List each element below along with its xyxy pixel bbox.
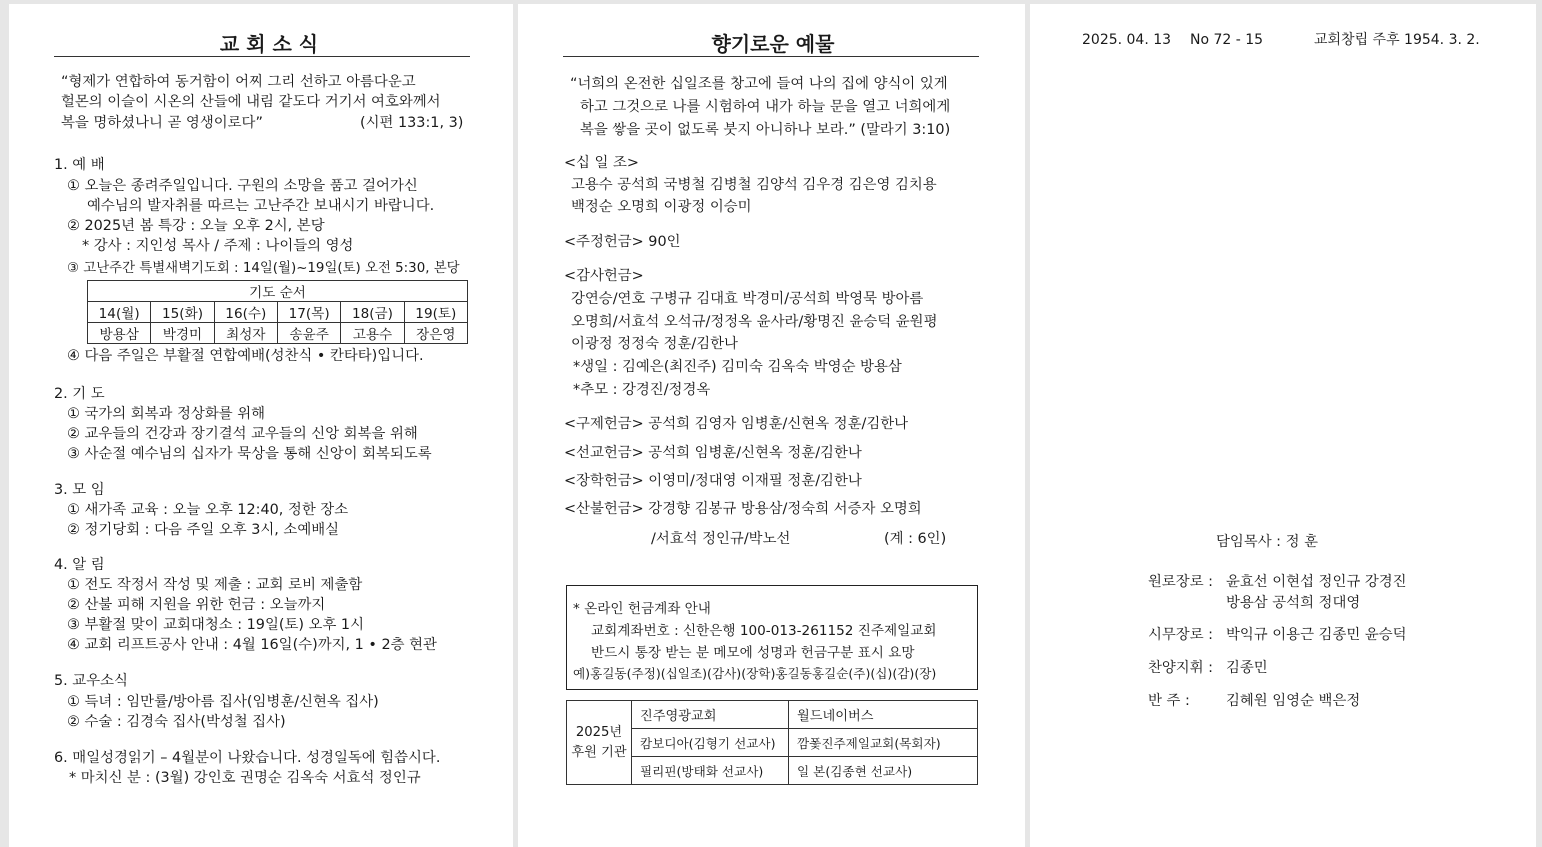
sponsor-year: 2025년 <box>575 724 623 740</box>
bank-account-info: 교회계좌번호 : 신한은행 100-013-261152 진주제일교회 <box>591 623 937 639</box>
section-heading-worship: 1. 예 배 <box>54 157 105 173</box>
thanks-offering-names: 강연승/연호 구병규 김대효 박경미/공석희 박영묵 방아름 <box>571 291 924 307</box>
prayer-leader: 최성자 <box>214 323 277 344</box>
notice-item: ① 전도 작정서 작성 및 제출 : 교회 로비 제출함 <box>67 577 363 593</box>
wildfire-offering: /서효석 정인규/박노선 <box>651 531 791 547</box>
thanks-offering-names: 이광정 정정숙 정훈/김한나 <box>571 336 738 352</box>
birthday-offering: *생일 : 김예은(최진주) 김미숙 김옥숙 박영순 방용삼 <box>573 359 902 375</box>
emeritus-elders-label: 원로장로 : <box>1148 574 1214 590</box>
verse-line: “너희의 온전한 십일조를 창고에 들여 나의 집에 양식이 있게 <box>570 76 948 92</box>
prayer-table-caption: 기도 순서 <box>88 281 468 302</box>
prayer-leader: 고용수 <box>341 323 404 344</box>
church-news-page <box>9 4 513 847</box>
verse-line: 복을 쌓을 곳이 없도록 붓지 아니하나 보라.” (말라기 3:10) <box>580 122 951 138</box>
prayer-item: ② 교우들의 건강과 장기결석 교우들의 신앙 회복을 위해 <box>67 426 418 442</box>
verse-line: “형제가 연합하여 동거함이 어찌 그리 선하고 아름다운고 <box>61 74 416 90</box>
choir-director-label: 찬양지휘 : <box>1148 660 1214 676</box>
emeritus-elders: 윤효선 이현섭 정인규 강경진 <box>1226 574 1407 590</box>
sponsor-item: 월드네이버스 <box>789 701 978 729</box>
prayer-day: 17(목) <box>277 302 340 323</box>
memorial-offering: *추모 : 강경진/정경옥 <box>573 382 711 398</box>
prayer-leader: 박경미 <box>151 323 214 344</box>
relief-offering: <구제헌금> 공석희 김영자 임병훈/신현옥 정훈/김한나 <box>564 416 909 432</box>
section-heading-notice: 4. 알 림 <box>54 557 105 573</box>
prayer-day: 19(토) <box>404 302 467 323</box>
tithe-names: 백정순 오명희 이광정 이승미 <box>571 199 752 215</box>
worship-item: ④ 다음 주일은 부활절 연합예배(성찬식 • 칸타타)입니다. <box>67 348 424 364</box>
wildfire-offering: <산불헌금> 강경향 김봉규 방용삼/정숙희 서증자 오명희 <box>564 501 922 517</box>
tithe-names: 고용수 공석희 국병철 김병철 김양석 김우경 김은영 김치용 <box>571 177 937 193</box>
sponsor-item: 진주영광교회 <box>632 701 789 729</box>
prayer-leader: 방용삼 <box>88 323 151 344</box>
sponsor-item: 필리핀(방태화 선교사) <box>632 757 789 785</box>
meeting-item: ② 정기당회 : 다음 주일 오후 3시, 소예배실 <box>67 522 340 538</box>
sponsor-table <box>566 700 978 785</box>
choir-director: 김종민 <box>1226 660 1268 676</box>
worship-item: ① 오늘은 종려주일입니다. 구원의 소망을 품고 걸어가신 <box>67 178 418 194</box>
prayer-day: 14(월) <box>88 302 151 323</box>
member-news-item: ② 수술 : 김경숙 집사(박성철 집사) <box>67 714 286 730</box>
page-title: 향기로운 예물 <box>711 32 835 56</box>
member-news-item: ① 득녀 : 임만률/방아름 집사(임병훈/신현옥 집사) <box>67 694 379 710</box>
prayer-leader: 송윤주 <box>277 323 340 344</box>
memo-example: 예)홍길동(주정)(십일조)(감사)(장학)홍길동홍길순(주)(십)(감)(장) <box>573 666 937 681</box>
thanks-offering-names: 오명희/서효석 오석규/정정옥 윤사라/황명진 윤승덕 윤원평 <box>571 314 938 330</box>
verse-line: 하고 그것으로 나를 시험하여 내가 하늘 문을 열고 너희에게 <box>580 99 951 115</box>
verse-line: 복을 명하셨나니 곧 영생이로다” <box>61 115 263 131</box>
prayer-day: 15(화) <box>151 302 214 323</box>
verse-reference: (시편 133:1, 3) <box>360 115 464 131</box>
verse-line: 헐몬의 이슬이 시온의 산들에 내림 같도다 거기서 여호와께서 <box>61 94 441 110</box>
online-offering-title: * 온라인 헌금계좌 안내 <box>573 601 711 617</box>
meeting-item: ① 새가족 교육 : 오늘 오후 12:40, 정한 장소 <box>67 502 349 518</box>
sponsor-item: 깜퐃진주제일교회(목회자) <box>789 729 978 757</box>
weekly-offering: <주정헌금> 90인 <box>564 234 681 250</box>
online-offering-box <box>566 585 978 690</box>
notice-item: ② 산불 피해 지원을 위한 헌금 : 오늘까지 <box>67 597 326 613</box>
bible-reading-notice: 6. 매일성경읽기 – 4월분이 나왔습니다. 성경일독에 힘씁시다. <box>54 750 441 766</box>
mission-offering: <선교헌금> 공석희 임병훈/신현옥 정훈/김한나 <box>564 445 862 461</box>
prayer-item: ① 국가의 회복과 정상화를 위해 <box>67 406 266 422</box>
accompanists: 김혜원 임영순 백은정 <box>1226 693 1361 709</box>
active-elders: 박익규 이용근 김종민 윤승덕 <box>1226 627 1407 643</box>
worship-item: ② 2025년 봄 특강 : 오늘 오후 2시, 본당 <box>67 218 325 234</box>
sponsor-item: 일 본(김종현 선교사) <box>789 757 978 785</box>
wildfire-offering-total: (계 : 6인) <box>884 531 947 547</box>
bible-reading-finishers: * 마치신 분 : (3월) 강인호 권명순 김옥숙 서효석 정인규 <box>69 770 421 786</box>
scholarship-offering: <장학헌금> 이영미/정대영 이재필 정훈/김한나 <box>564 473 862 489</box>
worship-item: 예수님의 발자취를 따르는 고난주간 보내시기 바랍니다. <box>87 198 435 214</box>
sponsor-item: 캄보디아(김형기 선교사) <box>632 729 789 757</box>
prayer-leader: 장은영 <box>404 323 467 344</box>
prayer-item: ③ 사순절 예수님의 십자가 묵상을 통해 신앙이 회복되도록 <box>67 446 432 462</box>
accompanist-label: 반 주 : <box>1148 693 1190 709</box>
sponsor-label <box>567 701 632 785</box>
senior-pastor: 담임목사 : 정 훈 <box>1216 534 1318 550</box>
thanks-offering-heading: <감사헌금> <box>564 268 644 284</box>
worship-item: * 강사 : 지인성 목사 / 주제 : 나이들의 영성 <box>82 238 354 254</box>
title-underline <box>54 56 470 57</box>
prayer-day: 18(금) <box>341 302 404 323</box>
sponsor-heading: 후원 기관 <box>571 744 627 760</box>
worship-item: ③ 고난주간 특별새벽기도회 : 14일(월)~19일(토) 오전 5:30, 본당 <box>67 261 460 276</box>
emeritus-elders: 방용삼 공석희 정대영 <box>1226 595 1361 611</box>
prayer-schedule-table <box>87 280 468 344</box>
church-info-page <box>1030 4 1536 847</box>
section-heading-members: 5. 교우소식 <box>54 673 128 689</box>
bulletin-date: 2025. 04. 13 <box>1082 32 1172 48</box>
notice-item: ③ 부활절 맞이 교회대청소 : 19일(토) 오후 1시 <box>67 617 364 633</box>
offerings-page <box>518 4 1025 847</box>
page-title: 교 회 소 식 <box>219 32 319 56</box>
church-founding: 교회창립 주후 1954. 3. 2. <box>1314 32 1480 48</box>
notice-item: ④ 교회 리프트공사 안내 : 4월 16일(수)까지, 1 • 2층 현관 <box>67 637 437 653</box>
memo-instruction: 반드시 통장 받는 분 메모에 성명과 헌금구분 표시 요망 <box>591 645 915 661</box>
tithe-heading: <십 일 조> <box>564 155 639 171</box>
issue-number: No 72 - 15 <box>1190 32 1264 48</box>
prayer-day: 16(수) <box>214 302 277 323</box>
section-heading-prayer: 2. 기 도 <box>54 386 105 402</box>
active-elders-label: 시무장로 : <box>1148 627 1214 643</box>
section-heading-meeting: 3. 모 임 <box>54 482 105 498</box>
title-underline <box>563 56 979 57</box>
